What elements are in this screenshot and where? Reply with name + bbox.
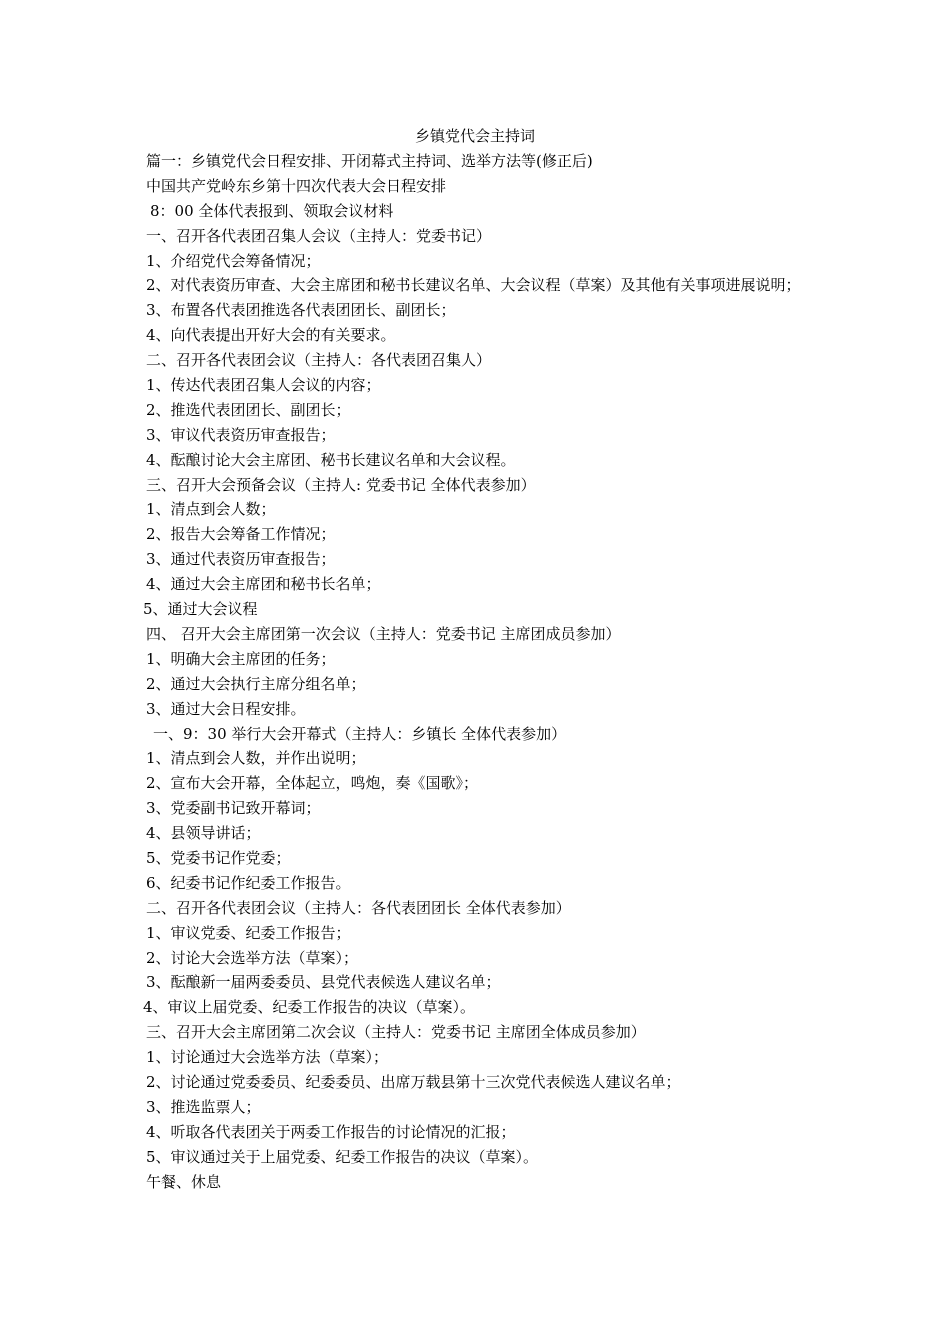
agenda-item: 2、讨论通过党委委员、纪委委员、出席万载县第十三次党代表候选人建议名单；: [146, 1072, 681, 1091]
schedule-item: 8：00 全体代表报到、领取会议材料: [150, 201, 394, 220]
agenda-item: 2、通过大会执行主席分组名单；: [146, 674, 366, 693]
agenda-item: 4、听取各代表团关于两委工作报告的讨论情况的汇报；: [146, 1122, 516, 1141]
agenda-item: 3、推选监票人；: [146, 1097, 261, 1116]
agenda-item: 5、审议通过关于上届党委、纪委工作报告的决议（草案）。: [146, 1147, 539, 1166]
agenda-item: 5、党委书记作党委；: [146, 848, 291, 867]
agenda-item: 2、宣布大会开幕，全体起立，鸣炮，奏《国歌》；: [146, 774, 479, 793]
agenda-heading: 三、召开大会主席团第二次会议（主持人：党委书记 主席团全体成员参加）: [146, 1023, 646, 1042]
agenda-item: 1、介绍党代会筹备情况；: [146, 251, 321, 270]
break-note: 午餐、休息: [146, 1172, 222, 1191]
agenda-heading: 一、9：30 举行大会开幕式（主持人：乡镇长 全体代表参加）: [153, 724, 567, 743]
agenda-heading: 二、召开各代表团会议（主持人：各代表团召集人）: [146, 351, 492, 370]
schedule-title: 中国共产党岭东乡第十四次代表大会日程安排: [146, 176, 447, 195]
agenda-item: 3、通过代表资历审查报告；: [146, 550, 336, 569]
document-title: 乡镇党代会主持词: [414, 127, 535, 145]
agenda-item: 1、清点到会人数，并作出说明；: [146, 749, 366, 768]
agenda-item: 2、报告大会筹备工作情况；: [146, 525, 336, 544]
agenda-item: 1、讨论通过大会选举方法（草案）；: [146, 1048, 389, 1067]
agenda-item: 4、县领导讲话；: [146, 824, 261, 843]
agenda-item: 4、酝酿讨论大会主席团、秘书长建议名单和大会议程。: [146, 450, 516, 469]
agenda-item: 1、审议党委、纪委工作报告；: [146, 923, 351, 942]
agenda-heading: 二、召开各代表团会议（主持人：各代表团团长 全体代表参加）: [146, 898, 571, 917]
agenda-item: 3、党委副书记致开幕词；: [146, 799, 321, 818]
section-heading: 篇一：乡镇党代会日程安排、开闭幕式主持词、选举方法等(修正后): [146, 152, 593, 170]
agenda-item: 2、讨论大会选举方法（草案）；: [146, 948, 359, 967]
agenda-item: 4、向代表提出开好大会的有关要求。: [146, 326, 396, 345]
agenda-item: 3、通过大会日程安排。: [146, 699, 306, 718]
agenda-item: 2、推选代表团团长、副团长；: [146, 400, 351, 419]
agenda-item: 1、传达代表团召集人会议的内容；: [146, 376, 381, 395]
agenda-item: 3、审议代表资历审查报告；: [146, 425, 336, 444]
agenda-item: 5、通过大会议程: [143, 600, 258, 619]
agenda-item: 6、纪委书记作纪委工作报告。: [146, 873, 351, 892]
agenda-item: 4、审议上届党委、纪委工作报告的决议（草案）。: [143, 998, 476, 1017]
document-body: [143, 149, 816, 1194]
agenda-heading: 四、 召开大会主席团第一次会议（主持人：党委书记 主席团成员参加）: [146, 624, 621, 643]
agenda-heading: 一、召开各代表团召集人会议（主持人：党委书记）: [146, 226, 492, 245]
agenda-heading: 三、召开大会预备会议（主持人: 党委书记 全体代表参加）: [146, 475, 536, 494]
agenda-item: 1、清点到会人数；: [146, 500, 276, 519]
agenda-item: 2、对代表资历审查、大会主席团和秘书长建议名单、大会议程（草案）及其他有关事项进展说明；: [146, 276, 801, 295]
agenda-item: 4、通过大会主席团和秘书长名单；: [146, 575, 381, 594]
agenda-item: 3、酝酿新一届两委委员、县党代表候选人建议名单；: [146, 973, 501, 992]
agenda-item: 1、明确大会主席团的任务；: [146, 649, 336, 668]
agenda-item: 3、布置各代表团推选各代表团团长、副团长；: [146, 301, 456, 320]
